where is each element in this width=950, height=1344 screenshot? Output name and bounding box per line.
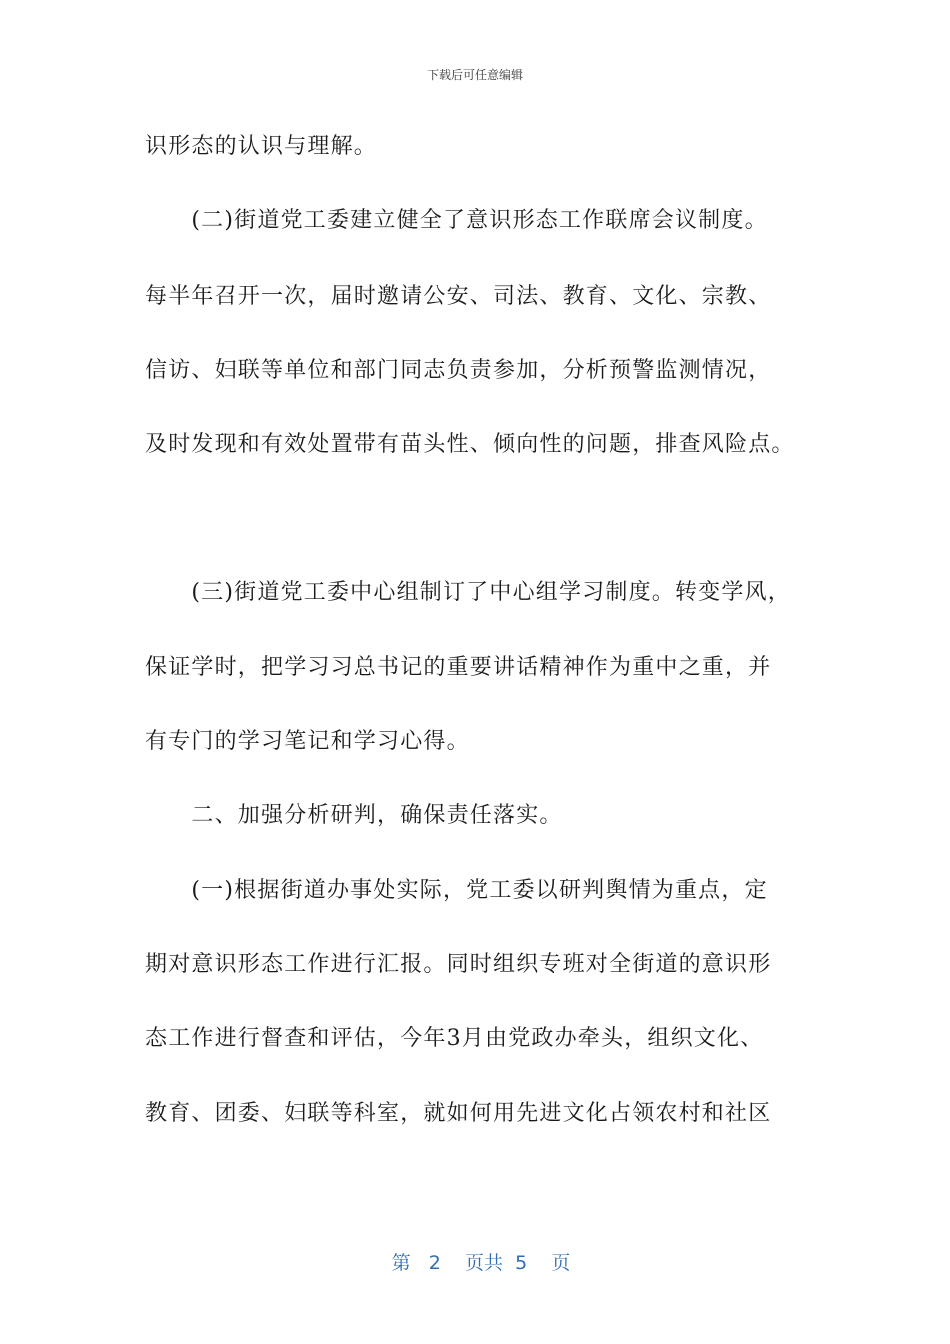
paragraph-line: 及时发现和有效处置带有苗头性、倾向性的问题，排查风险点。 xyxy=(145,432,795,457)
paragraph-line: (一)根据街道办事处实际，党工委以研判舆情为重点，定 xyxy=(145,878,768,903)
paragraph-line: (二)街道党工委建立健全了意识形态工作联席会议制度。 xyxy=(145,208,768,233)
paragraph-line: 有专门的学习笔记和学习心得。 xyxy=(145,729,470,754)
footer-middle: 页共 xyxy=(465,1252,504,1274)
paragraph-line: 态工作进行督查和评估，今年3月由党政办牵头，组织文化、 xyxy=(145,1026,764,1051)
paragraph-line: 识形态的认识与理解。 xyxy=(145,134,378,159)
paragraph-line: 每半年召开一次，届时邀请公安、司法、教育、文化、宗教、 xyxy=(145,284,772,309)
page-header: 下载后可任意编辑 xyxy=(426,68,523,82)
footer-total-pages: 5 xyxy=(515,1252,528,1274)
section-heading: 二、加强分析研判，确保责任落实。 xyxy=(145,803,563,828)
paragraph-line: 期对意识形态工作进行汇报。同时组织专班对全街道的意识形 xyxy=(145,952,772,977)
footer-prefix: 第 xyxy=(391,1252,411,1274)
footer-suffix: 页 xyxy=(551,1252,571,1274)
paragraph-line: 保证学时，把学习习总书记的重要讲话精神作为重中之重，并 xyxy=(145,655,772,680)
paragraph-line: (三)街道党工委中心组制订了中心组学习制度。转变学风， xyxy=(145,580,791,605)
paragraph-line: 信访、妇联等单位和部门同志负责参加，分析预警监测情况， xyxy=(145,358,772,383)
page-footer xyxy=(0,1226,950,1275)
paragraph-line: 教育、团委、妇联等科室，就如何用先进文化占领农村和社区 xyxy=(145,1101,772,1126)
footer-current-page: 2 xyxy=(428,1252,441,1274)
